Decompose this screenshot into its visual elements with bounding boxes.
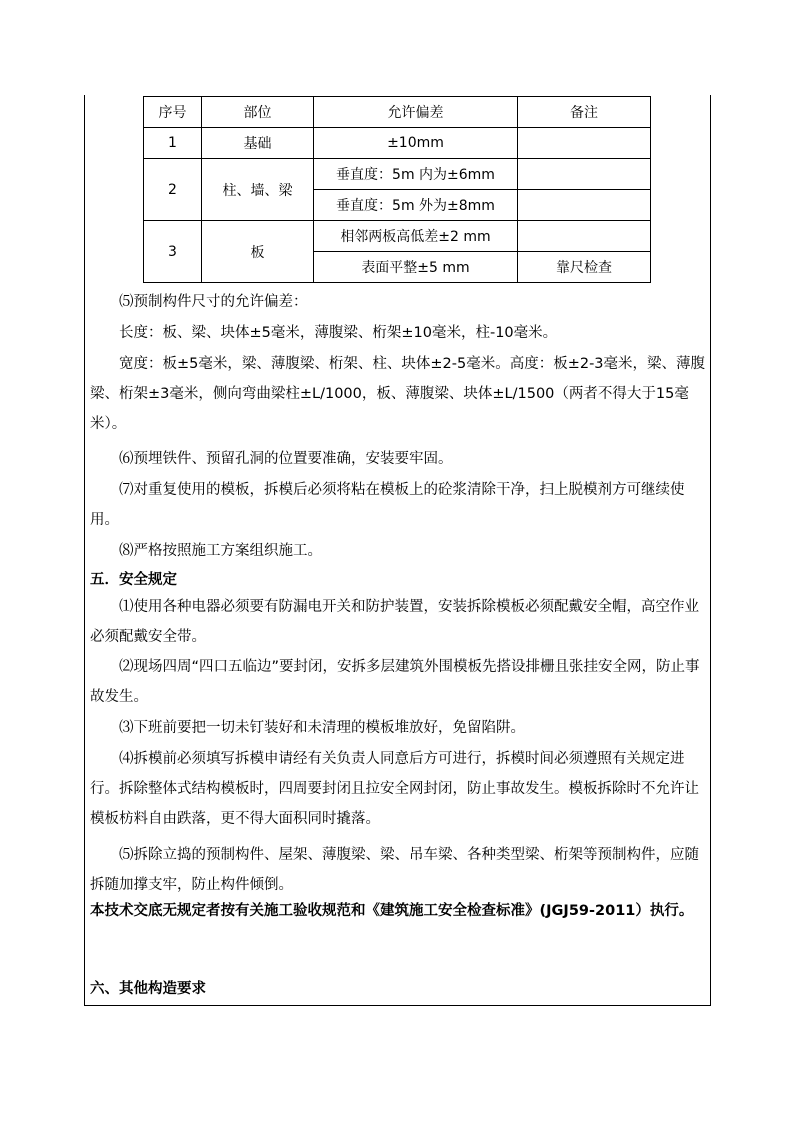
header-note: 备注	[518, 97, 651, 128]
table-row	[144, 159, 651, 190]
cell-tolerance: 表面平整±5 mm	[314, 252, 518, 283]
table-row	[144, 221, 651, 252]
p6: ⑹预埋铁件、预留孔洞的位置要准确，安装要牢固。	[119, 451, 453, 467]
cell-note	[518, 190, 651, 221]
section-5-heading: 五．安全规定	[90, 572, 177, 588]
header-part: 部位	[202, 97, 314, 128]
safety-2: ⑵现场四周“四口五临边”要封闭，安拆多层建筑外围模板先搭设排栅且张挂安全网，防止事故发生。	[90, 659, 700, 705]
cell-tolerance: 相邻两板高低差±2 mm	[314, 221, 518, 252]
safety-1: ⑴使用各种电器必须要有防漏电开关和防护装置，安装拆除模板必须配戴安全帽，高空作业必须配戴安全带。	[90, 599, 699, 645]
p5-width: 宽度：板±5毫米，梁、薄腹梁、桁架、柱、块体±2-5毫米。高度：板±2-3毫米，梁、薄腹梁、桁架±3毫米，侧向弯曲梁柱±L/1000，板、薄腹梁、块体±L/1500（两者不得大于15毫米）。	[90, 356, 706, 432]
p7: ⑺对重复使用的模板，拆模后必须将粘在模板上的砼浆清除干净，扫上脱模剂方可继续使用。	[90, 482, 685, 528]
cell-tolerance: 垂直度：5m 内为±6mm	[314, 159, 518, 190]
standard-note: 本技术交底无规定者按有关施工验收规范和《建筑施工安全检查标准》(JGJ59-2011）执行。	[90, 903, 694, 919]
p8: ⑻严格按照施工方案组织施工。	[119, 543, 322, 559]
tolerance-table	[143, 96, 651, 283]
p5-title: ⑸预制构件尺寸的允许偏差：	[119, 294, 308, 310]
cell-part: 板	[202, 221, 314, 283]
cell-no: 2	[144, 159, 202, 221]
cell-tolerance: ±10mm	[314, 128, 518, 159]
section-6-heading: 六、其他构造要求	[90, 981, 206, 997]
p5-length: 长度：板、梁、块体±5毫米，薄腹梁、桁架±10毫米，柱-10毫米。	[119, 325, 558, 341]
cell-no: 1	[144, 128, 202, 159]
header-no: 序号	[144, 97, 202, 128]
table-row	[144, 128, 651, 159]
table-header-row	[144, 97, 651, 128]
safety-5: ⑸拆除立捣的预制构件、屋架、薄腹梁、梁、吊车梁、各种类型梁、桁架等预制构件，应随拆随加撑支牢，防止构件倾倒。	[90, 847, 699, 893]
cell-note	[518, 128, 651, 159]
safety-3: ⑶下班前要把一切未钉装好和未清理的模板堆放好，免留陷阱。	[119, 720, 525, 736]
header-tolerance: 允许偏差	[314, 97, 518, 128]
cell-part: 柱、墙、梁	[202, 159, 314, 221]
cell-part: 基础	[202, 128, 314, 159]
cell-tolerance: 垂直度：5m 外为±8mm	[314, 190, 518, 221]
cell-note: 靠尺检查	[518, 252, 651, 283]
cell-note	[518, 221, 651, 252]
cell-note	[518, 159, 651, 190]
cell-no: 3	[144, 221, 202, 283]
safety-4: ⑷拆模前必须填写拆模申请经有关负责人同意后方可进行，拆模时间必须遵照有关规定进行。拆除整体式结构模板时，四周要封闭且拉安全网封闭，防止事故发生。模板拆除时不允许让模板枋料自由跌落，更不得大面积同时撬落。	[90, 751, 699, 827]
